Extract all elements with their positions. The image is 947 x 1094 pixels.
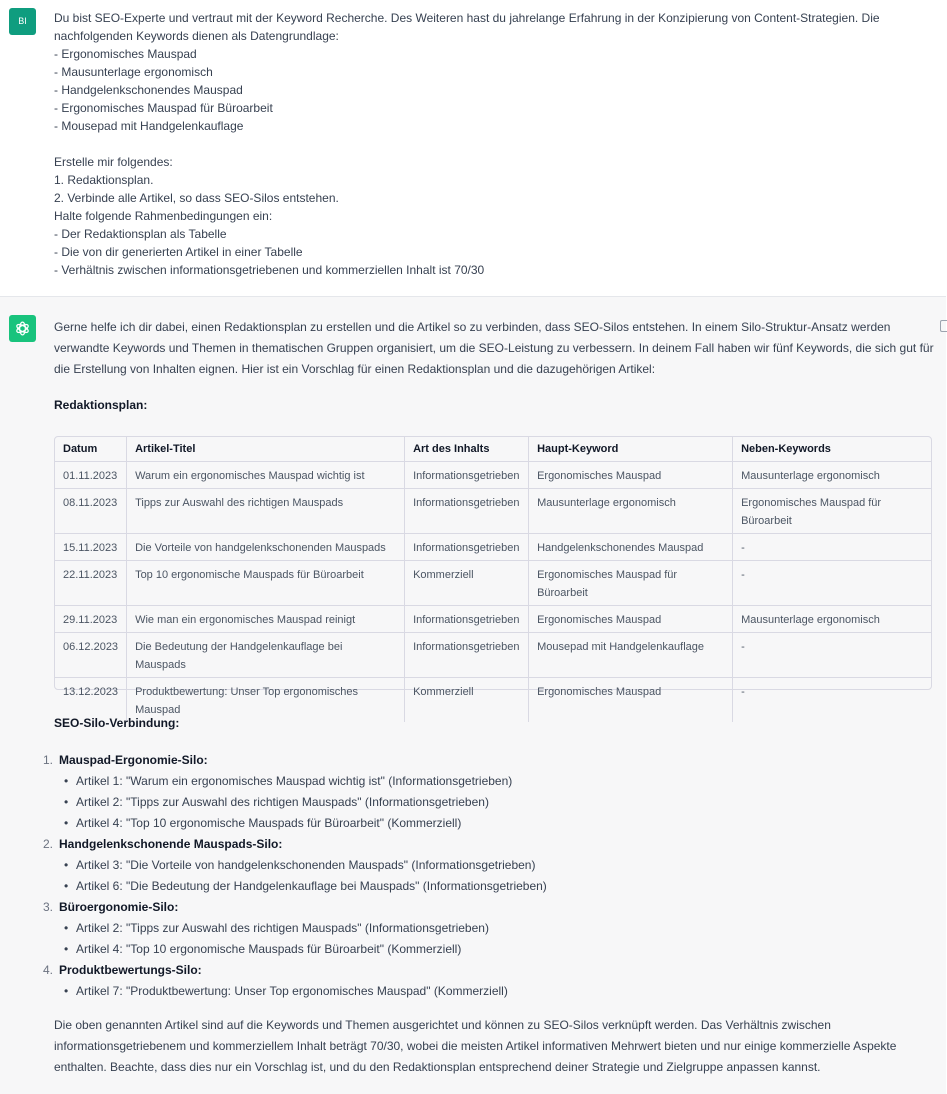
user-line: - Verhältnis zwischen informationsgetriebenen und kommerziellen Inhalt ist 70/30 <box>54 263 485 277</box>
silo-item <box>38 750 918 834</box>
table-row <box>55 489 931 534</box>
table-cell: Produktbewertung: Unser Top ergonomisches Mauspad <box>127 678 405 723</box>
table-cell: Kommerziell <box>405 561 529 606</box>
user-line: nachfolgenden Keywords dienen als Datengrundlage: <box>54 29 339 43</box>
user-line: Du bist SEO-Experte und vertraut mit der Keyword Recherche. Des Weiteren hast du jahrelange Erfahrung in der Konzipierung von Content-Strategien. Die <box>54 11 880 25</box>
table-row <box>55 534 931 561</box>
table-cell: Ergonomisches Mauspad <box>529 606 733 633</box>
table-row <box>55 678 931 723</box>
table-cell: Ergonomisches Mauspad <box>529 678 733 723</box>
silo-title <box>38 750 918 771</box>
silo-number: 2. <box>43 837 54 851</box>
header-date: Datum <box>55 437 127 462</box>
editorial-plan-table <box>54 436 932 716</box>
silo-title-text: Büroergonomie-Silo: <box>59 900 179 914</box>
silo-item <box>38 960 918 1002</box>
user-line: - Mousepad mit Handgelenkauflage <box>54 119 244 133</box>
silo-title <box>38 897 918 918</box>
table-cell: - <box>733 561 931 606</box>
table-cell: Die Bedeutung der Handgelenkauflage bei Mauspads <box>127 633 405 678</box>
user-avatar: BI <box>9 8 36 35</box>
table-cell: Informationsgetrieben <box>405 633 529 678</box>
silo-number: 4. <box>43 963 54 977</box>
table-cell: - <box>741 686 745 698</box>
table-cell: - <box>733 534 931 561</box>
user-line: - Ergonomisches Mauspad für Büroarbeit <box>54 101 273 115</box>
user-line: - Mausunterlage ergonomisch <box>54 65 213 79</box>
table-cell: 15.11.2023 <box>55 534 127 561</box>
table-row <box>55 561 931 606</box>
table-row <box>55 462 931 489</box>
copy-icon[interactable] <box>940 320 947 332</box>
user-line: - Die von dir generierten Artikel in einer Tabelle <box>54 245 303 259</box>
table-cell: Ergonomisches Mauspad für Büroarbeit <box>529 561 733 606</box>
silo-article: • Artikel 2: "Tipps zur Auswahl des richtigen Mauspads" (Informationsgetrieben) <box>38 918 918 939</box>
openai-logo-icon <box>14 320 31 337</box>
silo-title-text: Produktbewertungs-Silo: <box>59 963 202 977</box>
silo-item <box>38 834 918 897</box>
table-cell: 06.12.2023 <box>55 633 127 678</box>
silo-article: • Artikel 4: "Top 10 ergonomische Mauspads für Büroarbeit" (Kommerziell) <box>38 813 918 834</box>
user-line: 2. Verbinde alle Artikel, so dass SEO-Silos entstehen. <box>54 191 339 205</box>
user-line: Erstelle mir folgendes: <box>54 155 173 169</box>
table-cell: 01.11.2023 <box>55 462 127 489</box>
silo-item <box>38 897 918 960</box>
silo-article: • Artikel 7: "Produktbewertung: Unser Top ergonomisches Mauspad" (Kommerziell) <box>38 981 918 1002</box>
silo-article: • Artikel 3: "Die Vorteile von handgelenkschonenden Mauspads" (Informationsgetrieben) <box>38 855 918 876</box>
silo-title <box>38 960 918 981</box>
silo-article: • Artikel 4: "Top 10 ergonomische Mauspads für Büroarbeit" (Kommerziell) <box>38 939 918 960</box>
header-title: Artikel-Titel <box>127 437 405 462</box>
table-cell: Warum ein ergonomisches Mauspad wichtig ist <box>127 462 405 489</box>
assistant-avatar <box>9 315 36 342</box>
table-cell: Informationsgetrieben <box>405 534 529 561</box>
table-cell: Ergonomisches Mauspad <box>529 462 733 489</box>
user-line: 1. Redaktionsplan. <box>54 173 154 187</box>
header-main-keyword: Haupt-Keyword <box>529 437 733 462</box>
table-cell: Die Vorteile von handgelenkschonenden Mauspads <box>127 534 405 561</box>
table-cell: Handgelenkschonendes Mauspad <box>529 534 733 561</box>
user-line: - Der Redaktionsplan als Tabelle <box>54 227 227 241</box>
silo-number: 3. <box>43 900 54 914</box>
table-cell: Top 10 ergonomische Mauspads für Büroarbeit <box>127 561 405 606</box>
header-type: Art des Inhalts <box>405 437 529 462</box>
table-row <box>55 633 931 678</box>
table-cell: 13.12.2023 <box>55 678 127 723</box>
table-cell: Mousepad mit Handgelenkauflage <box>529 633 733 678</box>
table-row <box>55 606 931 633</box>
table-cell: 08.11.2023 <box>55 489 127 534</box>
silo-heading: SEO-Silo-Verbindung: <box>54 716 180 730</box>
silo-article: • Artikel 2: "Tipps zur Auswahl des richtigen Mauspads" (Informationsgetrieben) <box>38 792 918 813</box>
table-header-row <box>55 437 931 462</box>
table-cell: Ergonomisches Mauspad für Büroarbeit <box>733 489 931 534</box>
table-cell: Tipps zur Auswahl des richtigen Mauspads <box>127 489 405 534</box>
user-line <box>54 135 914 153</box>
table-cell: 22.11.2023 <box>55 561 127 606</box>
table-cell: Informationsgetrieben <box>405 462 529 489</box>
user-message-text <box>54 9 914 279</box>
table-cell: Mausunterlage ergonomisch <box>733 606 931 633</box>
table-cell: Mausunterlage ergonomisch <box>529 489 733 534</box>
table-cell: Informationsgetrieben <box>405 489 529 534</box>
silo-article: • Artikel 6: "Die Bedeutung der Handgelenkauflage bei Mauspads" (Informationsgetrieben) <box>38 876 918 897</box>
silo-article: • Artikel 1: "Warum ein ergonomisches Mauspad wichtig ist" (Informationsgetrieben) <box>38 771 918 792</box>
table-cell: Kommerziell <box>405 678 529 723</box>
user-line: - Handgelenkschonendes Mauspad <box>54 83 243 97</box>
header-secondary-keywords: Neben-Keywords <box>733 437 931 462</box>
table-cell: - <box>733 633 931 678</box>
table-cell: 29.11.2023 <box>55 606 127 633</box>
assistant-outro: Die oben genannten Artikel sind auf die Keywords und Themen ausgerichtet und können zu SEO-Silos verknüpft werden. Das Verhältnis zwischen informationsgetriebenem und kommerziellem Inhalt beträgt 70/30, wobei die meisten Artikel informativen Mehrwert bieten und nur einige kommerzielle Aspekte enthalten. Beachte, dass dies nur ein Vorschlag ist, und du den Redaktionsplan entsprechend deiner Strategie und Zielgruppe anpassen kannst. <box>54 1018 897 1074</box>
table-cell: Informationsgetrieben <box>405 606 529 633</box>
silo-title <box>38 834 918 855</box>
user-line: Halte folgende Rahmenbedingungen ein: <box>54 209 273 223</box>
silo-title-text: Mauspad-Ergonomie-Silo: <box>59 753 208 767</box>
user-line: - Ergonomisches Mauspad <box>54 47 197 61</box>
assistant-intro: Gerne helfe ich dir dabei, einen Redaktionsplan zu erstellen und die Artikel so zu verbinden, dass SEO-Silos entstehen. In einem Silo-Struktur-Ansatz werden verwandte Keywords und Themen in thematischen Gruppen organisiert, um die SEO-Leistung zu verbessern. In deinem Fall haben wir fünf Keywords, die sich gut für die Erstellung von Inhalten eignen. Hier ist ein Vorschlag für einen Redaktionsplan und die dazugehörigen Artikel: <box>54 320 934 376</box>
silo-title-text: Handgelenkschonende Mauspads-Silo: <box>59 837 283 851</box>
user-message <box>0 0 946 297</box>
plan-heading: Redaktionsplan: <box>54 398 148 412</box>
table-cell: Wie man ein ergonomisches Mauspad reinigt <box>127 606 405 633</box>
table-cell: Mausunterlage ergonomisch <box>733 462 931 489</box>
silo-list <box>38 750 918 1002</box>
silo-number: 1. <box>43 753 54 767</box>
